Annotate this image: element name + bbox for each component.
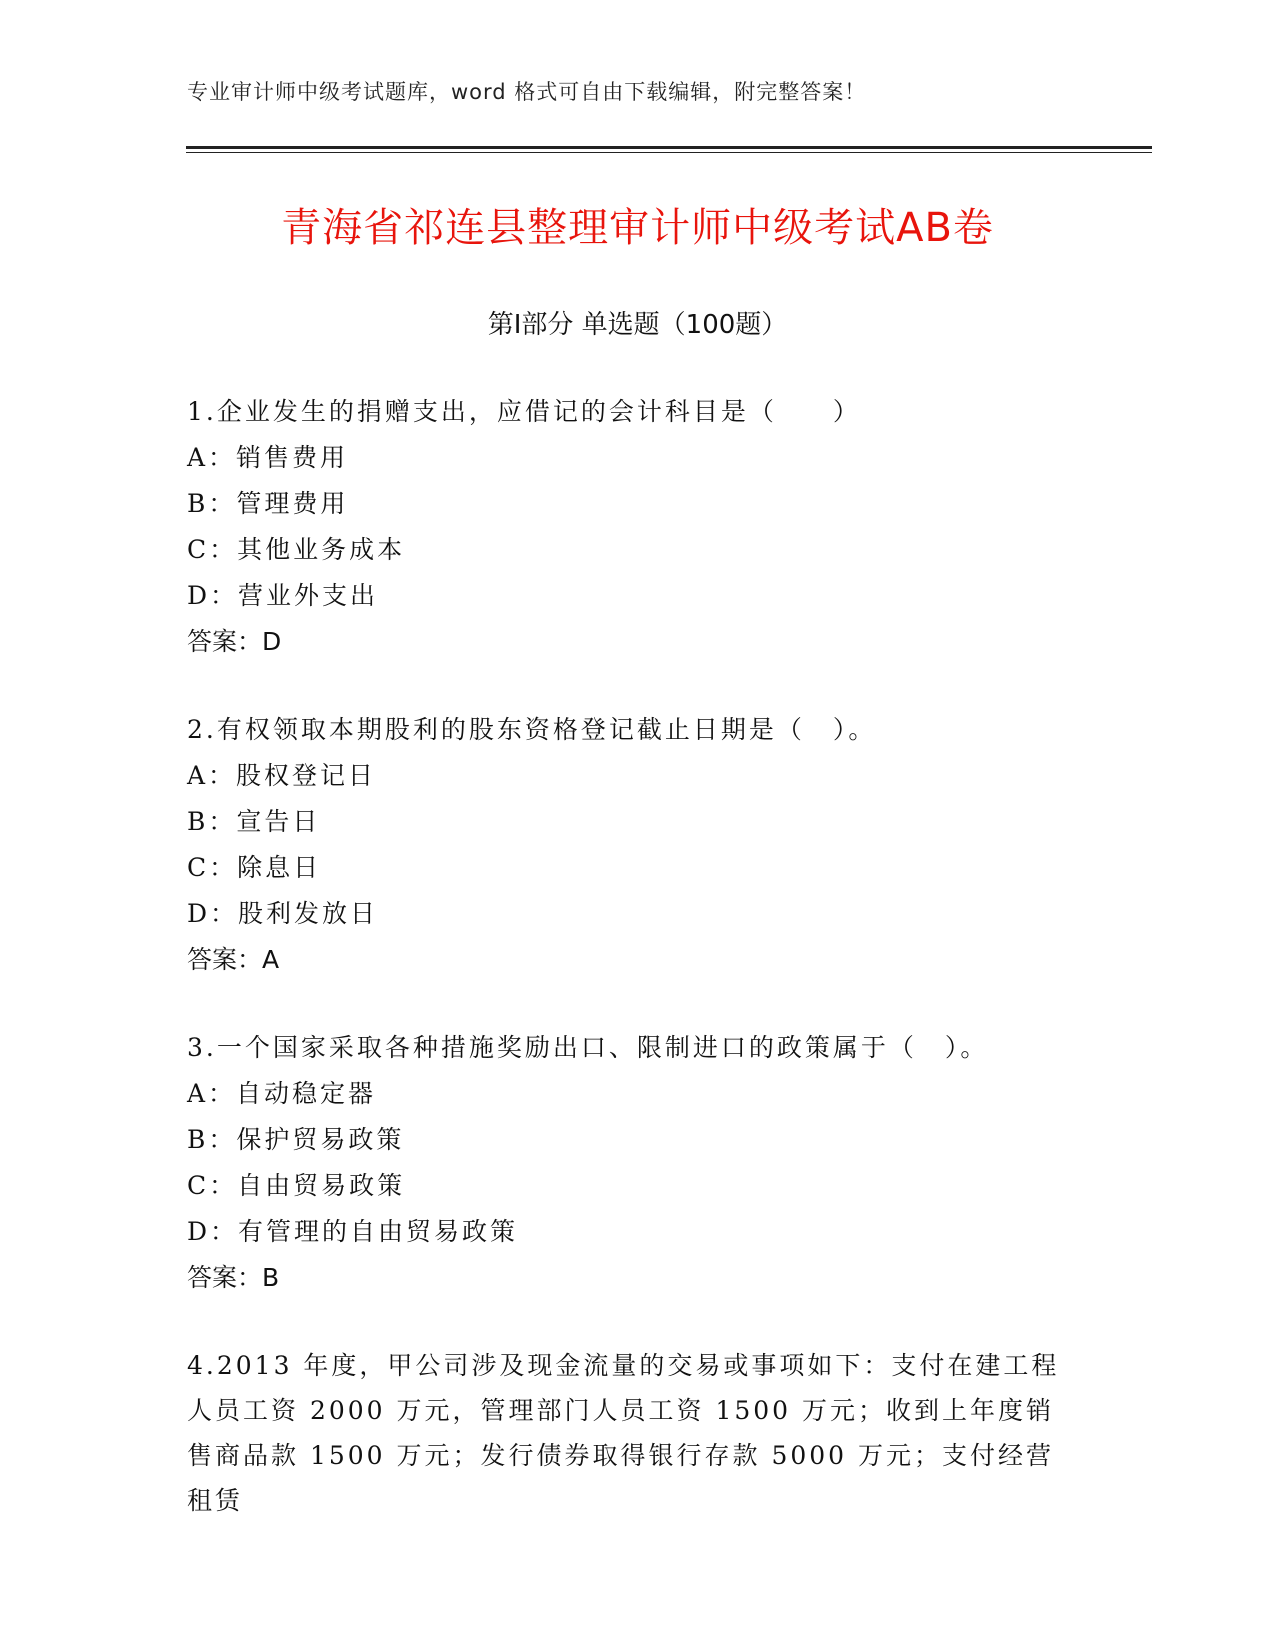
question-1 xyxy=(187,389,1067,665)
question-2 xyxy=(187,707,1067,983)
answer: 答案：D xyxy=(187,627,282,656)
section-title: 第I部分 单选题（100题） xyxy=(487,310,788,340)
question-stem: 2.有权领取本期股利的股东资格登记截止日期是（ ）。 xyxy=(187,715,877,744)
header-note: 专业审计师中级考试题库，word 格式可自由下载编辑，附完整答案！ xyxy=(187,80,867,104)
question-3 xyxy=(187,1025,1067,1301)
header-rule-thick xyxy=(186,146,1152,149)
answer: 答案：B xyxy=(187,1263,280,1292)
question-stem: 4.2013 年度，甲公司涉及现金流量的交易或事项如下：支付在建工程人员工资 2000 万元，管理部门人员工资 1500 万元；收到上年度销售商品款 1500 万元；发行债券取得银行存款 5000 万元；支付经营租赁 xyxy=(187,1351,1060,1515)
question-stem: 1.企业发生的捐赠支出，应借记的会计科目是（ ） xyxy=(187,397,861,426)
option-b: B：保护贸易政策 xyxy=(187,1125,405,1154)
option-d: D：营业外支出 xyxy=(187,581,379,610)
question-4 xyxy=(187,1343,1067,1523)
option-d: D：股利发放日 xyxy=(187,899,379,928)
option-a: A：自动稳定器 xyxy=(187,1079,377,1108)
question-stem: 3.一个国家采取各种措施奖励出口、限制进口的政策属于（ ）。 xyxy=(187,1033,989,1062)
option-c: C：自由贸易政策 xyxy=(187,1171,406,1200)
option-b: B：宣告日 xyxy=(187,807,321,836)
option-c: C：除息日 xyxy=(187,853,322,882)
option-a: A：销售费用 xyxy=(187,443,349,472)
document-title: 青海省祁连县整理审计师中级考试AB卷 xyxy=(281,205,994,251)
header-rule-thin xyxy=(186,152,1152,153)
option-a: A：股权登记日 xyxy=(187,761,377,790)
option-b: B：管理费用 xyxy=(187,489,349,518)
option-c: C：其他业务成本 xyxy=(187,535,406,564)
option-d: D：有管理的自由贸易政策 xyxy=(187,1217,519,1246)
answer: 答案：A xyxy=(187,945,280,974)
